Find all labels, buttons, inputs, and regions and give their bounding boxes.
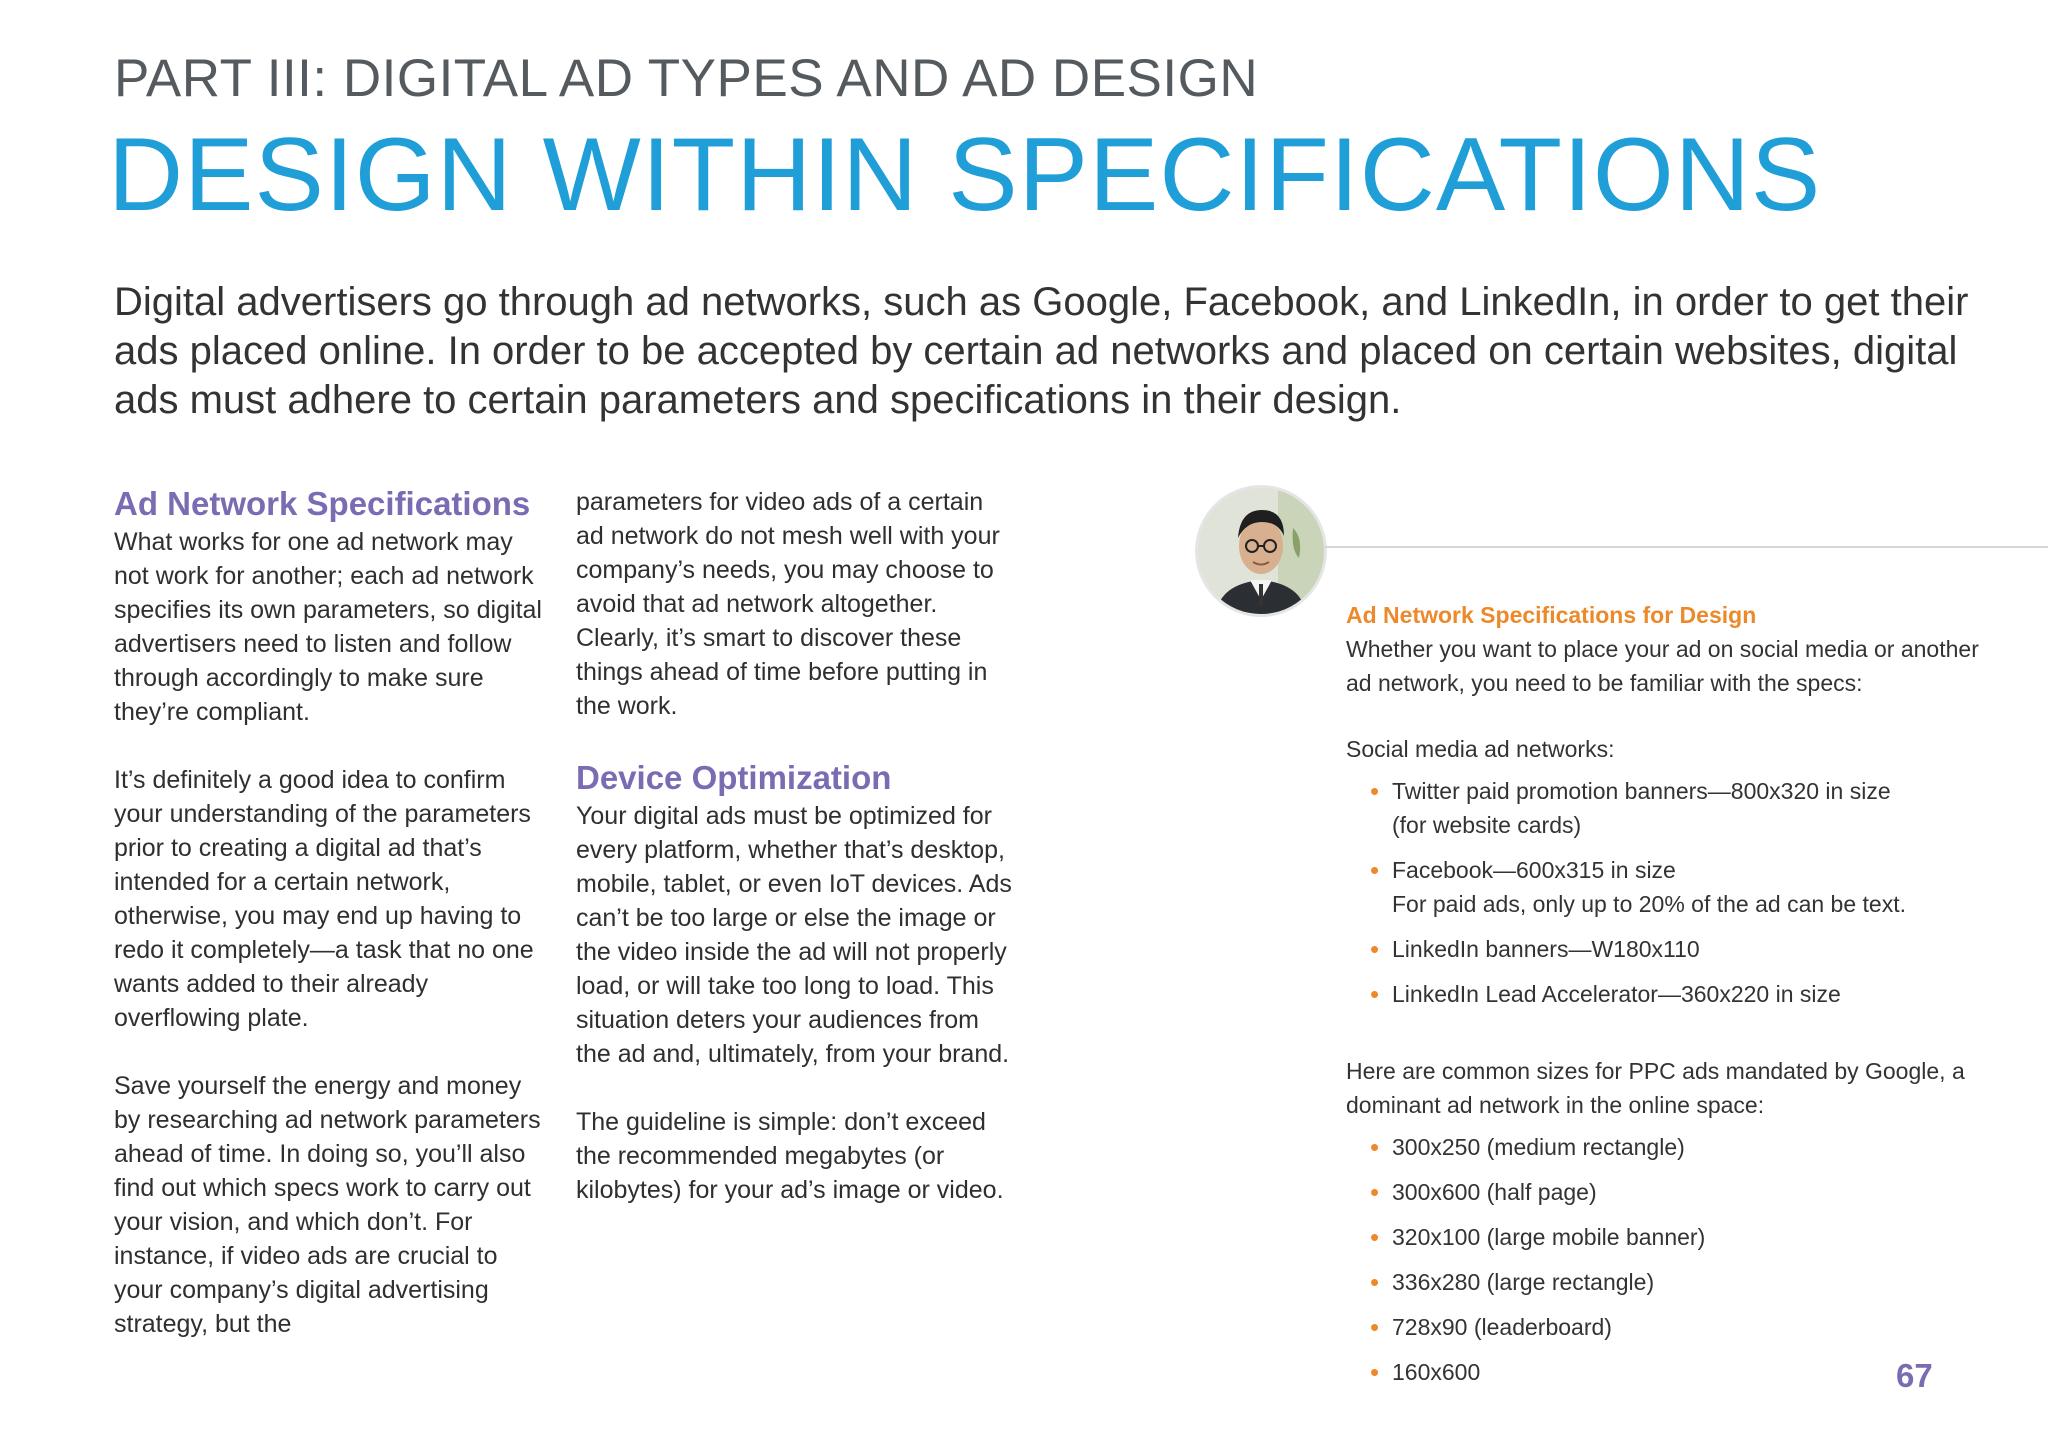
list-item: • 336x280 (large rectangle)	[1370, 1267, 1655, 1297]
google-list	[1346, 1130, 1986, 1389]
list-item: • 728x90 (leaderboard)	[1370, 1312, 1612, 1342]
sidebar-intro: Whether you want to place your ad on social media or another ad network, you need to be familiar with the specs:	[1346, 636, 1979, 696]
list-item: • LinkedIn banners—W180x110	[1370, 934, 1700, 964]
column-2	[576, 485, 1016, 1241]
author-avatar	[1195, 485, 1327, 617]
bullet-icon: •	[1370, 776, 1380, 806]
column-1	[114, 483, 544, 1375]
bullet-icon: •	[1370, 1312, 1380, 1342]
intro-paragraph: Digital advertisers go through ad networks, such as Google, Facebook, and LinkedIn, in order to get their ads placed online. In order to be accepted by certain ad networks and placed on certain websites, digital ads must adhere to certain parameters and specifications in their design.	[114, 280, 1969, 422]
body-paragraph: The guideline is simple: don’t exceed the recommended megabytes (or kilobytes) for your ad’s image or video.	[576, 1108, 1004, 1204]
page-number: 67	[1896, 1357, 1933, 1394]
body-paragraph: Save yourself the energy and money by researching ad network parameters ahead of time. In doing so, you’ll also find out which specs work to carry out your vision, and which don’t. For instance, if video ads are crucial to your company’s digital advertising strategy, but the	[114, 1072, 541, 1338]
list-item: • Facebook—600x315 in size For paid ads, only up to 20% of the ad can be text.	[1370, 855, 1906, 917]
bullet-icon: •	[1370, 1222, 1380, 1252]
body-paragraph: What works for one ad network may not work for another; each ad network specifies its own parameters, so digital advertisers need to listen and follow through accordingly to make sure they’re compliant.	[114, 528, 542, 726]
part-title: PART III: DIGITAL AD TYPES AND AD DESIGN	[114, 49, 1259, 108]
bullet-icon: •	[1370, 855, 1380, 885]
sidebar-heading: Ad Network Specifications for Design	[1346, 602, 1757, 628]
page-title: DESIGN WITHIN SPECIFICATIONS	[108, 117, 1822, 233]
list-item: • 300x600 (half page)	[1370, 1177, 1597, 1207]
divider-line	[1322, 546, 2048, 548]
google-intro: Here are common sizes for PPC ads mandated by Google, a dominant ad network in the online space:	[1346, 1058, 1965, 1118]
sidebar-specs	[1346, 598, 1986, 1400]
bullet-icon: •	[1370, 1267, 1380, 1297]
bullet-icon: •	[1370, 1177, 1380, 1207]
bullet-icon: •	[1370, 1132, 1380, 1162]
body-paragraph: Your digital ads must be optimized for every platform, whether that’s desktop, mobile, tablet, or even IoT devices. Ads can’t be too large or else the image or the video inside the ad will not properly load, or will take too long to load. This situation deters your audiences from the ad and, ultimately, from your brand.	[576, 802, 1012, 1068]
list-item: • 300x250 (medium rectangle)	[1370, 1132, 1685, 1162]
section-heading-ad-network-specifications: Ad Network Specifications	[114, 485, 531, 522]
list-item: • 320x100 (large mobile banner)	[1370, 1222, 1706, 1252]
list-item: • LinkedIn Lead Accelerator—360x220 in size	[1370, 979, 1841, 1009]
list-item: • Twitter paid promotion banners—800x320 in size (for website cards)	[1370, 776, 1891, 838]
bullet-icon: •	[1370, 934, 1380, 964]
social-list	[1346, 774, 1986, 1011]
portrait-image	[1198, 488, 1324, 614]
bullet-icon: •	[1370, 979, 1380, 1009]
body-paragraph: It’s definitely a good idea to confirm your understanding of the parameters prior to creating a digital ad that’s intended for a certain network, otherwise, you may end up having to redo it completely—a task that no one wants added to their already overflowing plate.	[114, 766, 534, 1032]
body-paragraph-continued: parameters for video ads of a certain ad network do not mesh well with your company’s needs, you may choose to avoid that ad network altogether. Clearly, it’s smart to discover these things ahead of time before putting in the work.	[576, 488, 1000, 720]
section-heading-device-optimization: Device Optimization	[576, 759, 892, 796]
social-label: Social media ad networks:	[1346, 736, 1615, 762]
bullet-icon: •	[1370, 1357, 1380, 1387]
list-item: • 160x600	[1370, 1357, 1481, 1387]
